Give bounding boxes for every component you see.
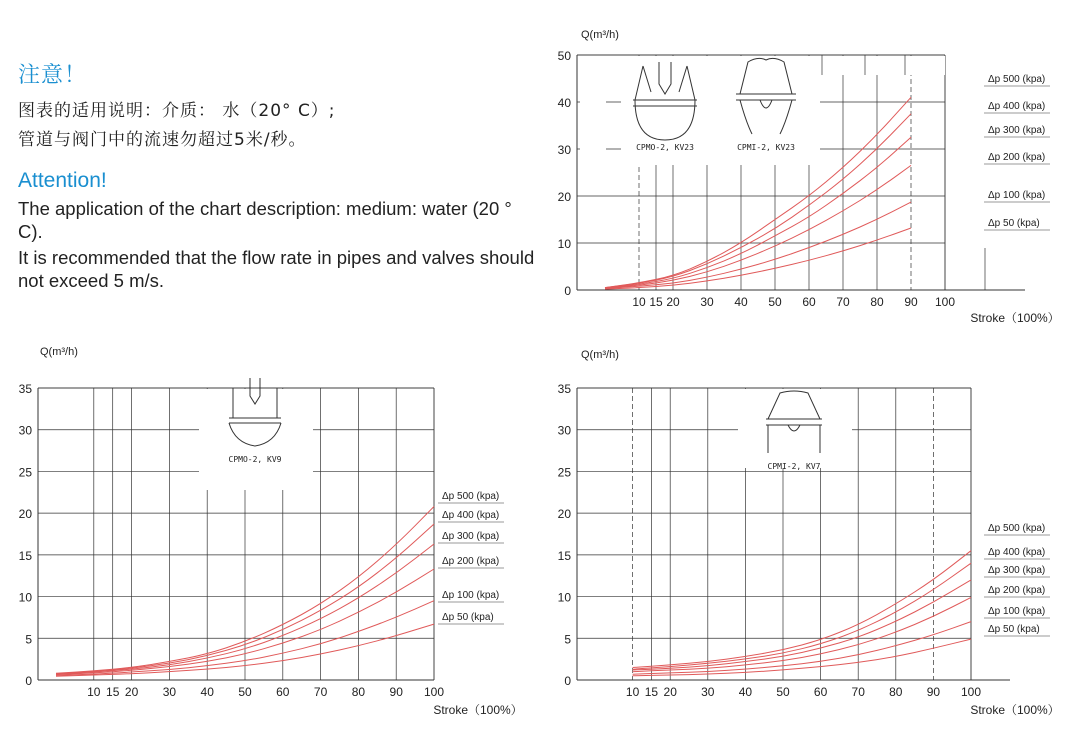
x-tick-label: 15: [106, 685, 120, 699]
x-tick-label: 70: [313, 685, 328, 699]
y-axis-label: Q(m³/h): [40, 346, 78, 358]
y-tick-label: 0: [564, 674, 571, 688]
legend-label: Δp 300 (kpa): [988, 125, 1046, 136]
y-tick-label: 5: [25, 632, 32, 647]
y-tick-label: 30: [18, 423, 32, 438]
legend-label: Δp 300 (kpa): [442, 531, 500, 542]
x-tick-label: 100: [423, 685, 445, 699]
x-tick-label: 15: [649, 295, 663, 309]
series-line: [605, 165, 911, 288]
y-tick-label: 0: [564, 284, 571, 298]
legend-label: Δp 100 (kpa): [988, 606, 1046, 617]
valve-caption: CPMI-2, KV7: [767, 462, 821, 471]
legend-label: Δp 200 (kpa): [442, 556, 500, 567]
y-tick-label: 10: [557, 590, 571, 605]
y-tick-label: 20: [557, 507, 571, 522]
x-tick-label: 10: [625, 685, 640, 699]
legend-label: Δp 500 (kpa): [442, 491, 500, 502]
x-tick-label: 10: [87, 685, 101, 699]
y-tick-label: 35: [18, 382, 32, 396]
legend-label: Δp 50 (kpa): [442, 612, 494, 623]
legend-label: Δp 100 (kpa): [442, 590, 500, 601]
legend-label: Δp 500 (kpa): [988, 523, 1046, 534]
x-tick-label: 10: [632, 295, 646, 309]
x-tick-label: 30: [700, 295, 714, 309]
valve-caption: CPMI-2, KV23: [737, 143, 795, 152]
x-tick-label: 30: [701, 685, 715, 699]
y-tick-label: 15: [557, 548, 571, 563]
notes-para2-en: It is recommended that the flow rate in pipes and valves should not exceed 5 m/s.: [18, 247, 535, 291]
legend-label: Δp 400 (kpa): [988, 101, 1046, 112]
x-tick-label: 80: [870, 295, 884, 309]
x-tick-label: 30: [162, 685, 177, 699]
x-axis-label: Stroke（100%）: [970, 703, 1060, 717]
y-tick-label: 0: [25, 674, 32, 688]
grid-clear-area: [738, 389, 852, 468]
legend-label: Δp 50 (kpa): [988, 624, 1040, 635]
x-tick-label: 40: [734, 295, 748, 309]
x-tick-label: 20: [124, 685, 139, 699]
chart-kv23: [558, 29, 1060, 325]
notes-line2-cn: 管道与阀门中的流速勿超过5米/秒。: [18, 130, 307, 150]
x-tick-label: 20: [666, 295, 680, 309]
x-tick-label: 80: [351, 685, 366, 699]
notes-line1-cn: 图表的适用说明：介质： 水（20° C）;: [18, 101, 336, 121]
y-tick-label: 50: [557, 49, 571, 63]
grid-clear-area: [580, 56, 606, 165]
legend-label: Δp 100 (kpa): [988, 190, 1046, 201]
y-tick-label: 25: [18, 465, 32, 480]
y-tick-label: 30: [557, 423, 571, 438]
x-tick-label: 40: [738, 685, 753, 699]
legend-label: Δp 500 (kpa): [988, 74, 1046, 85]
series-line: [633, 563, 971, 669]
x-tick-label: 90: [904, 295, 918, 309]
x-tick-label: 80: [889, 685, 903, 699]
y-tick-label: 10: [18, 590, 32, 605]
legend-label: Δp 400 (kpa): [442, 510, 500, 521]
x-tick-label: 60: [276, 685, 290, 699]
valve-caption: CPMO-2, KV9: [228, 455, 282, 464]
y-axis-label: Q(m³/h): [581, 349, 619, 361]
grid-clear-area: [822, 56, 945, 75]
x-tick-label: 20: [663, 685, 677, 699]
x-tick-label: 100: [960, 685, 982, 699]
y-tick-label: 20: [557, 190, 571, 204]
x-tick-label: 50: [768, 295, 782, 309]
y-axis-label: Q(m³/h): [581, 29, 619, 41]
y-tick-label: 15: [18, 548, 32, 563]
x-tick-label: 100: [934, 295, 956, 309]
y-tick-label: 35: [557, 382, 571, 396]
notes-heading-cn: 注意！: [18, 63, 88, 88]
legend-label: Δp 300 (kpa): [988, 565, 1046, 576]
series-line: [633, 622, 971, 675]
x-tick-label: 90: [389, 685, 403, 699]
y-tick-label: 20: [18, 507, 32, 522]
x-tick-label: 90: [926, 685, 941, 699]
legend-label: Δp 400 (kpa): [988, 547, 1046, 558]
y-tick-label: 5: [564, 632, 571, 647]
y-tick-label: 10: [557, 237, 571, 251]
x-tick-label: 50: [776, 685, 790, 699]
x-axis-label: Stroke（100%）: [970, 311, 1060, 325]
chart-kv9: [19, 346, 523, 717]
y-tick-label: 40: [557, 96, 571, 110]
legend-label: Δp 200 (kpa): [988, 585, 1046, 596]
grid-clear-area: [199, 389, 313, 490]
x-axis-label: Stroke（100%）: [433, 703, 523, 717]
x-tick-label: 15: [644, 685, 659, 699]
legend-label: Δp 50 (kpa): [988, 218, 1040, 229]
y-tick-label: 25: [557, 465, 571, 480]
x-tick-label: 70: [836, 295, 850, 309]
y-tick-label: 30: [557, 143, 571, 157]
x-tick-label: 70: [851, 685, 865, 699]
notes-para1-en: The application of the chart description: medium: water (20 ° C).: [18, 198, 512, 242]
x-tick-label: 50: [238, 685, 252, 699]
x-tick-label: 40: [200, 685, 214, 699]
x-tick-label: 60: [802, 295, 816, 309]
notes-heading-en: Attention!: [18, 169, 107, 192]
valve-caption: CPMO-2, KV23: [636, 143, 694, 152]
series-line: [633, 580, 971, 670]
legend-label: Δp 200 (kpa): [988, 152, 1046, 163]
x-tick-label: 60: [813, 685, 828, 699]
chart-kv7: [558, 349, 1060, 717]
